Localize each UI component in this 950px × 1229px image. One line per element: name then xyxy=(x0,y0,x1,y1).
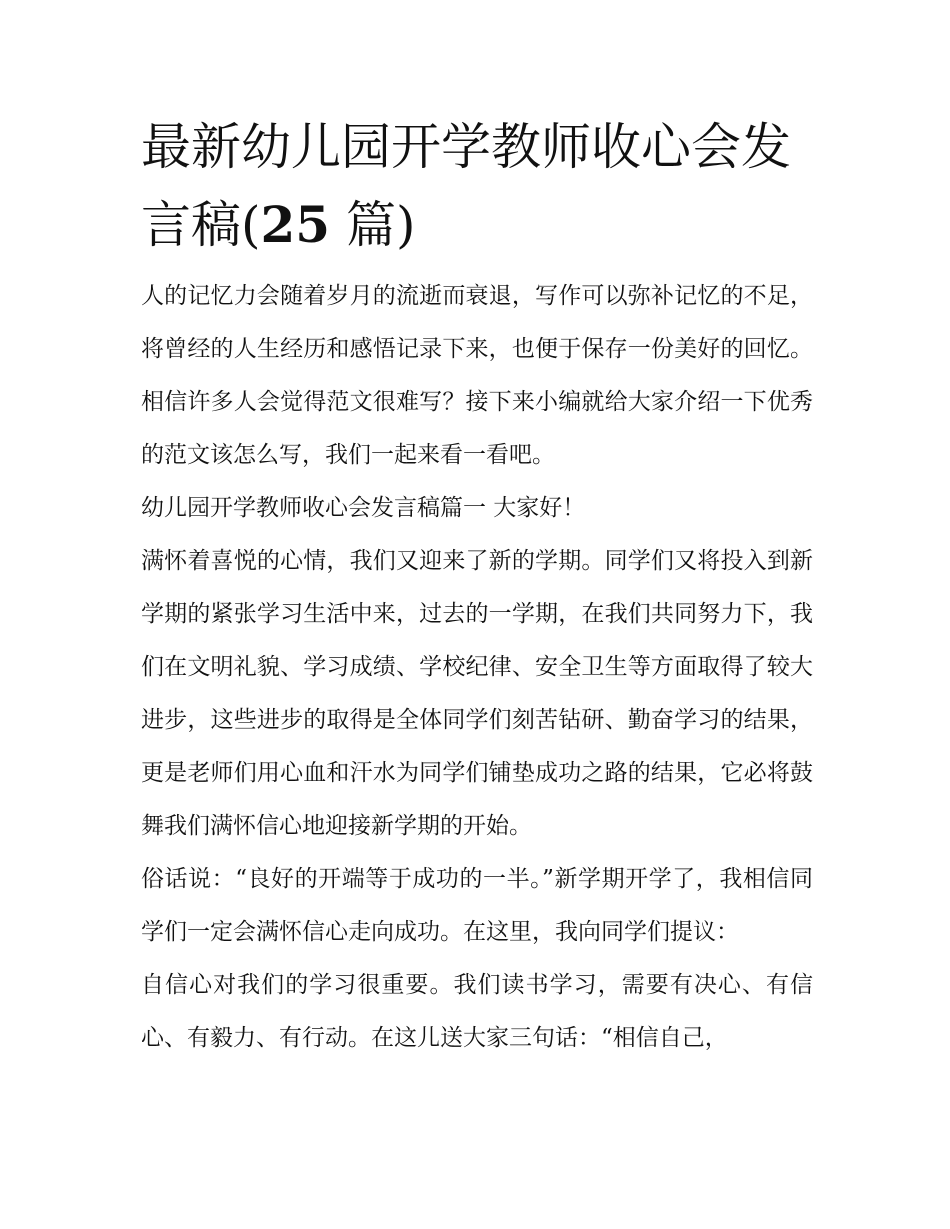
title-text-part1: 最新幼儿园开学教师收心会发言稿( xyxy=(141,118,791,254)
title-number: 25 xyxy=(260,195,331,254)
document-content xyxy=(141,108,813,1065)
body-paragraph: 自信心对我们的学习很重要。我们读书学习，需要有决心、有信心、有毅力、有行动。在这儿送大家三句话：“相信自己， xyxy=(141,972,813,1051)
intro-paragraph: 人的记忆力会随着岁月的流逝而衰退，写作可以弥补记忆的不足，将曾经的人生经历和感悟记录下来，也便于保存一份美好的回忆。相信许多人会觉得范文很难写？接下来小编就给大家介绍一下优秀的范文该怎么写，我们一起来看一看吧。 xyxy=(141,283,813,468)
section-heading-paragraph: 幼儿园开学教师收心会发言稿篇一 大家好！ xyxy=(141,495,586,521)
document-body xyxy=(141,270,813,1065)
body-paragraph: 满怀着喜悦的心情，我们又迎来了新的学期。同学们又将投入到新学期的紧张学习生活中来，过去的一学期，在我们共同努力下，我们在文明礼貌、学习成绩、学校纪律、安全卫生等方面取得了较大进步，这些进步的取得是全体同学们刻苦钻研、勤奋学习的结果，更是老师们用心血和汗水为同学们铺垫成功之路的结果，它必将鼓舞我们满怀信心地迎接新学期的开始。 xyxy=(141,548,813,839)
title-text-part2: 篇) xyxy=(330,196,416,254)
body-paragraph: 俗话说：“良好的开端等于成功的一半。”新学期开学了，我相信同学们一定会满怀信心走向成功。在这里，我向同学们提议： xyxy=(141,866,813,945)
document-title xyxy=(141,108,813,264)
